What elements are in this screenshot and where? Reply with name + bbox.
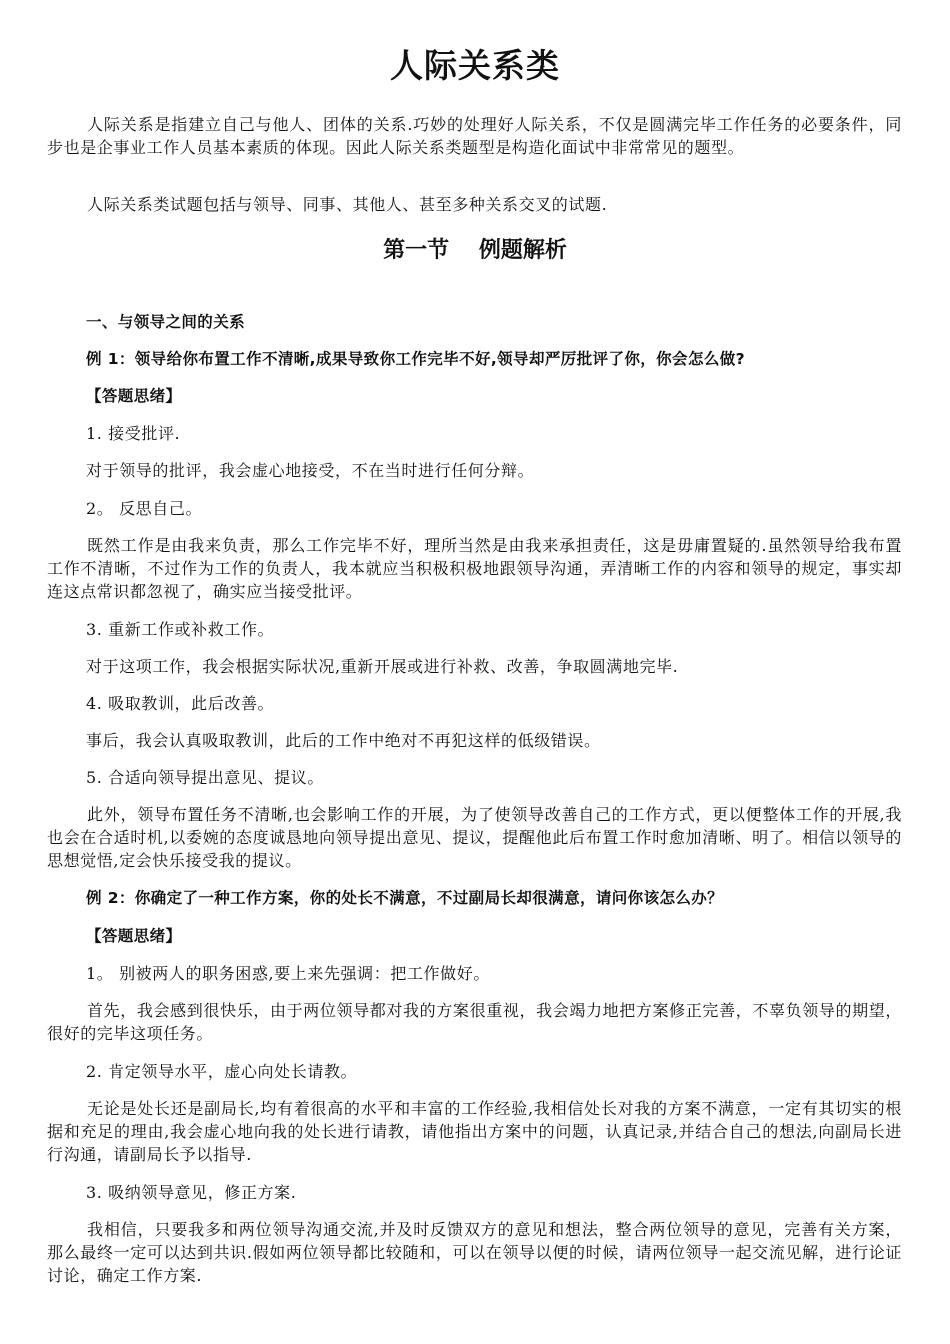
- example-2-question: 例 2：你确定了一种工作方案，你的处长不满意，不过副局长却很满意，请问你该怎么办？: [86, 889, 724, 907]
- example-1-step-4: 4. 吸取教训，此后改善。: [86, 694, 275, 713]
- example-2-step-3-text: 我相信，只要我多和两位领导沟通交流,并及时反馈双方的意见和想法，整合两位领导的意见，完善有关方案，那么最终一定可以达到共识.假如两位领导都比较随和，可以在领导以便的时候，请两位领导一起交流见解，进行论证讨论，确定工作方案.: [47, 1220, 902, 1285]
- example-1-question: 例 1：领导给你布置工作不清晰,成果导致你工作完毕不好,领导却严厉批评了你，你会怎么做?: [86, 350, 746, 368]
- page-title: 人际关系类: [390, 46, 560, 85]
- example-1-step-5: 5. 合适向领导提出意见、提议。: [86, 768, 324, 787]
- example-1-step-1: 1. 接受批评.: [86, 424, 181, 443]
- example-1-step-2: 2。 反思自己。: [86, 499, 203, 518]
- example-2-step-1-text: 首先，我会感到很快乐，由于两位领导都对我的方案很重视，我会竭力地把方案修正完善，不辜负领导的期望，很好的完毕这项任务。: [47, 1001, 902, 1043]
- example-2-step-3: 3. 吸纳领导意见，修正方案.: [86, 1183, 297, 1202]
- intro-paragraph-1: 人际关系是指建立自己与他人、团体的关系.巧妙的处理好人际关系，不仅是圆满完毕工作任务的必要条件，同步也是企事业工作人员基本素质的体现。因此人际关系类题型是构造化面试中非常常见的题型。: [47, 115, 902, 157]
- section-title: 第一节 例题解析: [383, 238, 567, 263]
- example-1-step-3: 3. 重新工作或补救工作。: [86, 620, 275, 639]
- example-2-hint-label: 【答题思绪】: [86, 927, 182, 945]
- example-2-step-1: 1。 别被两人的职务困惑,要上来先强调：把工作做好。: [86, 964, 490, 983]
- example-1-step-1-text: 对于领导的批评，我会虚心地接受，不在当时进行任何分辩。: [86, 461, 535, 480]
- example-1-step-3-text: 对于这项工作，我会根据实际状况,重新开展或进行补救、改善，争取圆满地完毕.: [86, 657, 679, 676]
- example-1-hint-label: 【答题思绪】: [86, 387, 182, 405]
- subsection-heading: 一、与领导之间的关系: [86, 313, 246, 331]
- example-1-step-4-text: 事后，我会认真吸取教训，此后的工作中绝对不再犯这样的低级错误。: [86, 731, 601, 750]
- intro-paragraph-2: 人际关系类试题包括与领导、同事、其他人、甚至多种关系交叉的试题.: [87, 195, 608, 214]
- example-2-step-2-text: 无论是处长还是副局长,均有着很高的水平和丰富的工作经验,我相信处长对我的方案不满意，一定有其切实的根据和充足的理由,我会虚心地向我的处长进行请教，请他指出方案中的问题，认真记录,并结合自己的想法,向副局长进行沟通，请副局长予以指导.: [47, 1099, 902, 1164]
- example-2-step-2: 2. 肯定领导水平，虚心向处长请教。: [86, 1062, 358, 1081]
- example-1-step-5-text: 此外，领导布置任务不清晰,也会影响工作的开展，为了使领导改善自己的工作方式，更以便整体工作的开展,我也会在合适时机,以委婉的态度诚恳地向领导提出意见、提议，提醒他此后布置工作时愈加清晰、明了。相信以领导的思想觉悟,定会快乐接受我的提议。: [47, 805, 902, 870]
- example-1-step-2-text: 既然工作是由我来负责，那么工作完毕不好，理所当然是由我来承担责任，这是毋庸置疑的.虽然领导给我布置工作不清晰，不过作为工作的负责人，我本就应当积极积极地跟领导沟通，弄清晰工作的内容和领导的规定，事实却连这点常识都忽视了，确实应当接受批评。: [47, 536, 902, 601]
